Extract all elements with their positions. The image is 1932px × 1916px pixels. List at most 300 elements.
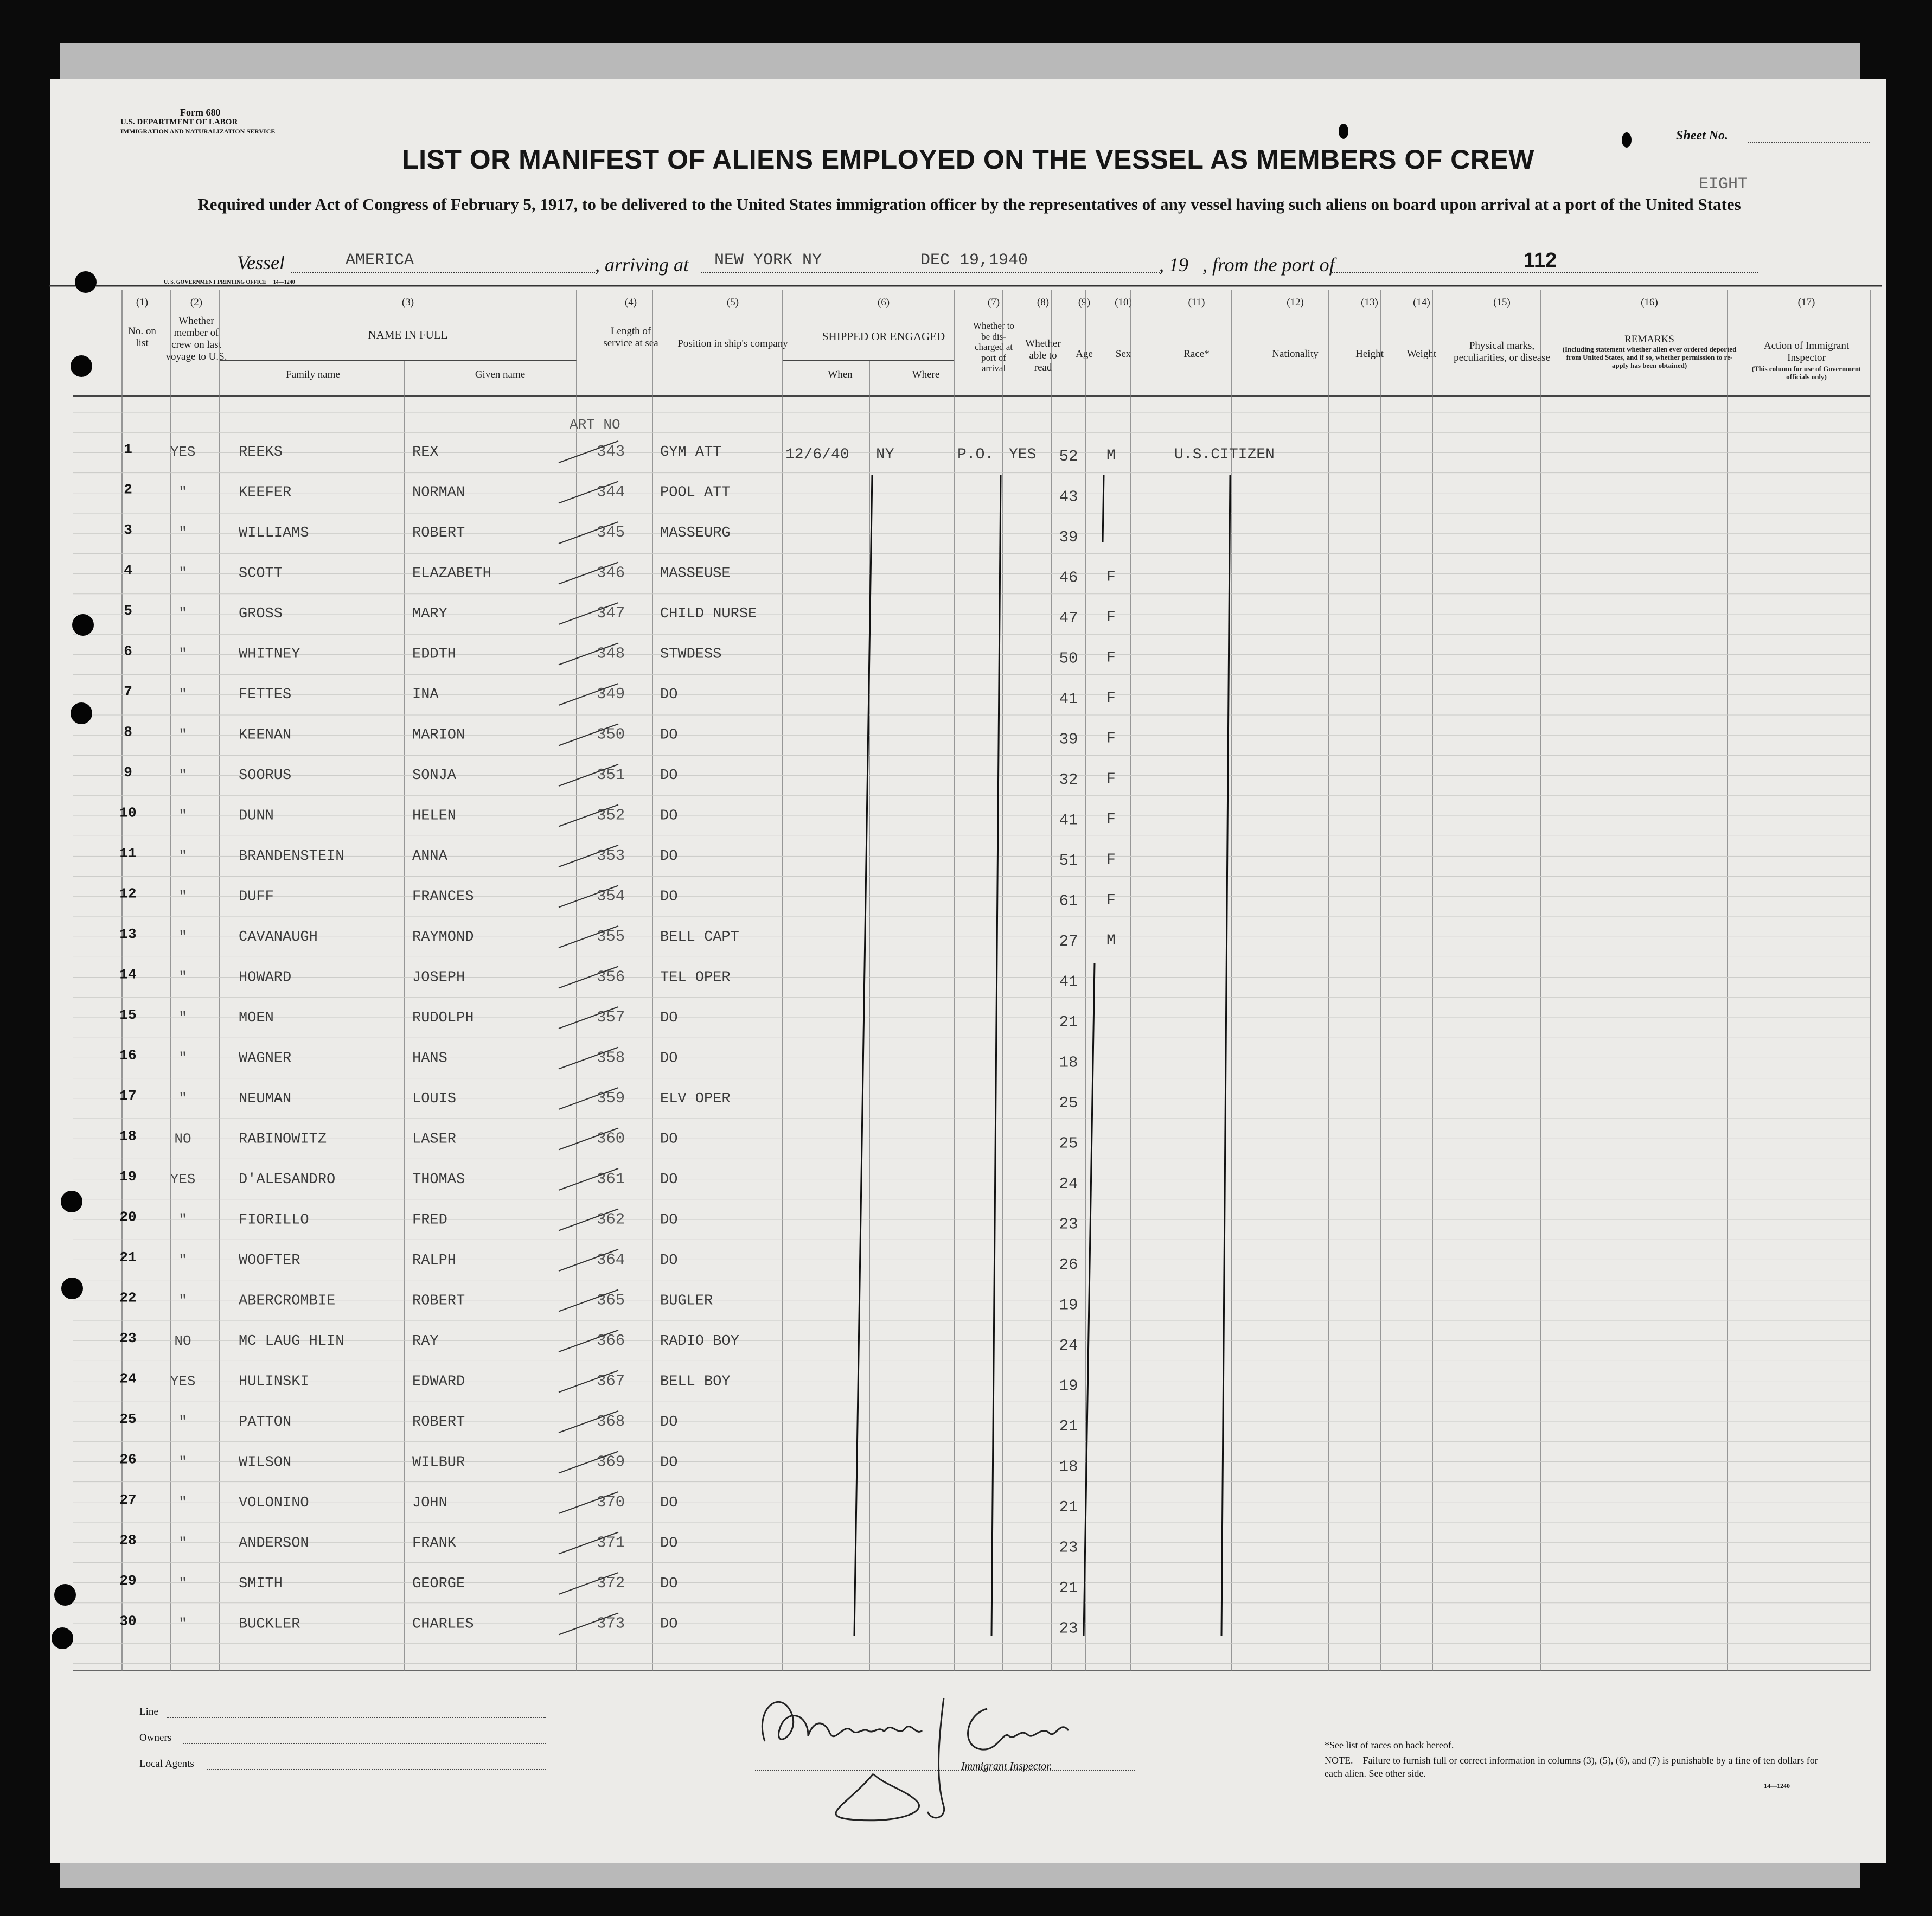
prev-voyage-cell: "	[178, 1575, 187, 1592]
service-cell: 351	[597, 766, 625, 784]
prev-voyage-cell: "	[178, 1090, 187, 1107]
service-label: IMMIGRATION AND NATURALIZATION SERVICE	[120, 127, 276, 135]
service-cell: 373	[597, 1614, 625, 1633]
family-name-cell: SOORUS	[239, 768, 292, 784]
given-name-cell: INA	[412, 687, 439, 703]
service-cell: 358	[597, 1049, 625, 1067]
given-name-cell: SONJA	[412, 768, 457, 784]
prev-voyage-cell: YES	[170, 1171, 196, 1187]
position-cell: DO	[660, 889, 678, 905]
sex-cell: F	[1106, 730, 1116, 748]
age-cell: 18	[1059, 1053, 1078, 1072]
given-name-cell: FRANCES	[412, 889, 474, 905]
service-cell: 356	[597, 968, 625, 986]
service-cell: 362	[597, 1210, 625, 1229]
row-number: 18	[119, 1128, 137, 1145]
col-16-label: REMARKS	[1624, 334, 1674, 345]
age-cell: 25	[1059, 1134, 1078, 1153]
family-name-cell: RABINOWITZ	[239, 1131, 327, 1148]
prev-voyage-cell: "	[178, 1454, 187, 1471]
given-name-cell: CHARLES	[412, 1616, 474, 1633]
age-cell: 50	[1059, 649, 1078, 668]
service-cell: 360	[597, 1129, 625, 1148]
service-cell: 367	[597, 1372, 625, 1390]
col-4-label: Length of service at sea	[603, 325, 658, 349]
given-name-cell: ROBERT	[412, 1414, 465, 1430]
position-cell: MASSEURG	[660, 525, 731, 541]
row-number: 4	[124, 562, 132, 579]
row-number: 14	[119, 966, 137, 983]
form-number: Form 680	[180, 107, 221, 118]
row-number: 22	[119, 1289, 137, 1306]
family-name-cell: HOWARD	[239, 969, 292, 986]
position-cell: DO	[660, 1212, 678, 1229]
service-cell: 369	[597, 1453, 625, 1471]
sheet-no-value: EIGHT	[1699, 175, 1748, 194]
department-label: U.S. DEPARTMENT OF LABOR	[120, 118, 238, 126]
punch-hole	[1339, 124, 1348, 139]
prev-voyage-cell: "	[178, 1615, 187, 1632]
prev-voyage-cell: "	[178, 1211, 187, 1228]
col-12-num: (12)	[1287, 297, 1304, 308]
family-name-cell: REEKS	[239, 444, 283, 461]
col-4-num: (4)	[624, 297, 637, 308]
position-cell: ELV OPER	[660, 1091, 731, 1107]
col-7-num: (7)	[987, 297, 1000, 308]
service-cell: 344	[597, 483, 625, 501]
prev-voyage-cell: "	[178, 888, 187, 905]
row-number: 25	[119, 1411, 137, 1427]
penalty-note: NOTE.—Failure to furnish full or correct information in columns (3), (5), (6), and (7) is punishable by a fine of ten dollars for each alien. See other side.	[1325, 1755, 1818, 1779]
age-cell: 24	[1059, 1175, 1078, 1193]
service-cell: 343	[597, 443, 625, 461]
service-cell: 371	[597, 1534, 625, 1552]
col-11-num: (11)	[1188, 297, 1205, 308]
row-number: 5	[124, 603, 132, 619]
col-12-label: Nationality	[1272, 348, 1319, 360]
family-name-cell: MOEN	[239, 1010, 274, 1026]
prev-voyage-cell: "	[178, 1414, 187, 1430]
prev-voyage-cell: "	[178, 1010, 187, 1026]
family-name-cell: BRANDENSTEIN	[239, 848, 344, 865]
row-number: 6	[124, 643, 132, 660]
line-label: Line	[139, 1706, 158, 1717]
col-14-label: Weight	[1406, 348, 1437, 360]
given-name-cell: ANNA	[412, 848, 447, 865]
age-cell: 32	[1059, 771, 1078, 789]
col-14-num: (14)	[1413, 297, 1430, 308]
row-number: 30	[119, 1613, 137, 1630]
age-cell: 52	[1059, 448, 1078, 465]
row-number: 19	[119, 1168, 137, 1185]
form-subtitle: Required under Act of Congress of February 5, 1917, to be delivered to the United States immigration officer by the representatives of any vessel having such aliens on board upon arrival at a port of the United States	[197, 195, 1741, 214]
position-cell: DO	[660, 1535, 678, 1552]
given-name-cell: RAY	[412, 1333, 439, 1350]
position-cell: DO	[660, 1131, 678, 1148]
given-name-cell: HANS	[412, 1050, 447, 1067]
service-cell: 346	[597, 564, 625, 582]
row-number: 9	[124, 764, 132, 781]
col-15-label: Physical marks, peculiarities, or disease	[1454, 340, 1550, 363]
given-name-cell: NORMAN	[412, 484, 465, 501]
service-cell: 357	[597, 1008, 625, 1026]
sex-cell: F	[1106, 609, 1116, 626]
service-cell: 359	[597, 1089, 625, 1107]
family-name-cell: WILLIAMS	[239, 525, 309, 541]
age-cell: 21	[1059, 1417, 1078, 1435]
form-title: LIST OR MANIFEST OF ALIENS EMPLOYED ON THE VESSEL AS MEMBERS OF CREW	[402, 144, 1534, 175]
footer-form-code: 14—1240	[1764, 1782, 1790, 1790]
service-cell: 353	[597, 847, 625, 865]
position-cell: DO	[660, 1576, 678, 1592]
service-cell: 355	[597, 928, 625, 946]
age-cell: 39	[1059, 730, 1078, 749]
service-cell: 370	[597, 1493, 625, 1511]
age-cell: 24	[1059, 1337, 1078, 1355]
prev-voyage-cell: "	[178, 807, 187, 824]
family-name-cell: D'ALESANDRO	[239, 1172, 336, 1188]
row-number: 21	[119, 1249, 137, 1266]
age-cell: 61	[1059, 892, 1078, 910]
service-cell: 347	[597, 604, 625, 622]
sex-cell: M	[1106, 933, 1116, 949]
prev-voyage-cell: "	[178, 605, 187, 622]
punch-hole	[52, 1627, 73, 1649]
shipped-when-cell: 12/6/40	[785, 446, 849, 463]
race-note: *See list of races on back hereof.	[1325, 1740, 1454, 1751]
position-cell: DO	[660, 1454, 678, 1471]
family-name-cell: MC LAUG HLIN	[239, 1333, 344, 1350]
position-cell: DO	[660, 1253, 678, 1269]
position-cell: TEL OPER	[660, 969, 731, 986]
family-name-cell: WILSON	[239, 1454, 292, 1471]
position-cell: BELL BOY	[660, 1374, 731, 1390]
family-name-header: Family name	[286, 369, 340, 380]
row-number: 2	[124, 481, 132, 498]
row-number: 24	[119, 1370, 137, 1387]
sex-cell: F	[1106, 649, 1116, 667]
prev-voyage-cell: "	[178, 848, 187, 864]
family-name-cell: ABERCROMBIE	[239, 1293, 336, 1310]
col-5-label: Position in ship's company	[677, 338, 788, 349]
family-name-cell: HULINSKI	[239, 1374, 309, 1390]
sex-cell: F	[1106, 811, 1116, 828]
position-cell: RADIO BOY	[660, 1333, 739, 1350]
prev-voyage-cell: "	[178, 565, 187, 582]
given-name-cell: EDDTH	[412, 646, 457, 663]
year-label: , 19	[1159, 254, 1188, 276]
given-name-header: Given name	[475, 369, 526, 380]
family-name-cell: FETTES	[239, 687, 292, 703]
col-15-num: (15)	[1493, 297, 1511, 308]
given-name-cell: FRED	[412, 1212, 447, 1229]
service-cell: 350	[597, 725, 625, 744]
given-name-cell: RUDOLPH	[412, 1010, 474, 1026]
family-name-cell: SMITH	[239, 1576, 283, 1592]
prev-voyage-cell: "	[178, 1535, 187, 1551]
service-cell: 354	[597, 887, 625, 905]
service-cell: 364	[597, 1251, 625, 1269]
family-name-cell: SCOTT	[239, 565, 283, 582]
age-cell: 21	[1059, 1579, 1078, 1597]
punch-hole	[71, 702, 92, 724]
family-name-cell: PATTON	[239, 1414, 292, 1430]
punch-hole	[61, 1278, 83, 1299]
given-name-cell: MARY	[412, 606, 447, 622]
given-name-cell: FRANK	[412, 1535, 457, 1552]
prev-voyage-cell: "	[178, 686, 187, 702]
given-name-cell: RAYMOND	[412, 929, 474, 946]
row-number: 7	[124, 684, 132, 700]
position-cell: DO	[660, 1172, 678, 1188]
service-cell: 349	[597, 685, 625, 703]
sex-cell: F	[1106, 569, 1116, 586]
sex-cell: F	[1106, 852, 1116, 868]
service-cell: 345	[597, 523, 625, 541]
age-cell: 21	[1059, 1498, 1078, 1516]
prev-voyage-cell: NO	[174, 1333, 191, 1349]
given-name-cell: GEORGE	[412, 1576, 465, 1592]
position-cell: DO	[660, 1414, 678, 1430]
col-8-label: Whether able to read	[1025, 338, 1061, 373]
position-cell: CHILD NURSE	[660, 606, 757, 622]
given-name-cell: THOMAS	[412, 1172, 465, 1188]
family-name-cell: DUFF	[239, 889, 274, 905]
family-name-cell: VOLONINO	[239, 1495, 309, 1511]
service-cell: 352	[597, 806, 625, 825]
family-name-cell: KEENAN	[239, 727, 292, 744]
punch-hole	[1622, 132, 1632, 148]
col-1-num: (1)	[136, 297, 149, 308]
service-cell: 348	[597, 644, 625, 663]
col-3-num: (3)	[401, 297, 414, 308]
col-10-num: (10)	[1115, 297, 1132, 308]
shipped-where-cell: NY	[876, 446, 894, 463]
punch-hole	[71, 355, 92, 377]
inspector-note: (This column for use of Government officials only)	[1751, 365, 1861, 381]
remarks-note: (Including statement whether alien ever ordered deported from United States, and if so, whether permission to re-apply has been obtained)	[1562, 345, 1737, 369]
position-cell: GYM ATT	[660, 444, 722, 461]
agents-label: Local Agents	[139, 1758, 194, 1770]
row-number: 13	[119, 926, 137, 942]
position-cell: BELL CAPT	[660, 929, 739, 946]
punch-hole	[75, 271, 97, 293]
service-cell: 361	[597, 1170, 625, 1188]
given-name-cell: MARION	[412, 727, 465, 744]
prev-voyage-cell: YES	[170, 1373, 196, 1390]
punch-hole	[61, 1191, 82, 1212]
position-cell: DO	[660, 768, 678, 784]
given-name-cell: RALPH	[412, 1253, 457, 1269]
age-cell: 51	[1059, 852, 1078, 870]
col-1-label: No. on list	[128, 325, 156, 349]
service-cell: 365	[597, 1291, 625, 1310]
col-5-num: (5)	[726, 297, 739, 308]
inspector-label: Immigrant Inspector.	[961, 1760, 1052, 1772]
position-cell: DO	[660, 848, 678, 865]
family-name-cell: BUCKLER	[239, 1616, 300, 1633]
age-cell: 41	[1059, 690, 1078, 708]
row-number: 10	[119, 804, 137, 821]
punch-hole	[72, 614, 94, 636]
col-2-num: (2)	[190, 297, 203, 308]
position-cell: BUGLER	[660, 1293, 713, 1310]
col-17-num: (17)	[1797, 297, 1815, 308]
sex-ditto-rule	[1103, 475, 1104, 542]
age-cell: 41	[1059, 811, 1078, 829]
sheet-no-label: Sheet No.	[1676, 129, 1728, 143]
prev-voyage-cell: "	[178, 1495, 187, 1511]
given-name-cell: ROBERT	[412, 525, 465, 541]
position-cell: DO	[660, 808, 678, 825]
given-name-cell: JOSEPH	[412, 969, 465, 986]
age-cell: 41	[1059, 973, 1078, 991]
family-name-cell: WAGNER	[239, 1050, 292, 1067]
col-6-label: SHIPPED OR ENGAGED	[822, 330, 945, 343]
where-header: Where	[912, 369, 940, 380]
age-cell: 18	[1059, 1458, 1078, 1476]
arrival-port: NEW YORK NY	[714, 251, 822, 270]
position-cell: DO	[660, 1616, 678, 1633]
prev-voyage-cell: NO	[174, 1131, 191, 1147]
col-17-label: Action of Immigrant Inspector	[1763, 340, 1850, 363]
age-cell: 26	[1059, 1256, 1078, 1274]
position-cell: STWDESS	[660, 646, 722, 663]
prev-voyage-cell: "	[178, 646, 187, 662]
family-name-cell: GROSS	[239, 606, 283, 622]
given-name-cell: LOUIS	[412, 1091, 457, 1107]
prev-voyage-cell: "	[178, 525, 187, 541]
prev-voyage-cell: "	[178, 929, 187, 945]
service-cell: 366	[597, 1332, 625, 1350]
row-number: 28	[119, 1532, 137, 1549]
row-number: 29	[119, 1573, 137, 1589]
position-cell: MASSEUSE	[660, 565, 731, 582]
family-name-cell: CAVANAUGH	[239, 929, 318, 946]
punch-hole	[54, 1584, 76, 1606]
family-name-cell: WOOFTER	[239, 1253, 300, 1269]
col-7-label: Whether to be dis-charged at port of arrival	[973, 321, 1014, 374]
family-name-cell: KEEFER	[239, 484, 292, 501]
given-name-cell: EDWARD	[412, 1374, 465, 1390]
position-cell: DO	[660, 727, 678, 744]
age-cell: 25	[1059, 1094, 1078, 1112]
family-name-cell: FIORILLO	[239, 1212, 309, 1229]
age-cell: 19	[1059, 1296, 1078, 1314]
col-13-num: (13)	[1361, 297, 1378, 308]
owners-label: Owners	[139, 1732, 172, 1743]
sex-cell: F	[1106, 892, 1116, 909]
nationality-cell: U.S.CITIZEN	[1174, 446, 1275, 463]
sex-cell: M	[1106, 448, 1116, 464]
row-number: 27	[119, 1492, 137, 1508]
vessel-name: AMERICA	[346, 251, 414, 270]
sex-cell: F	[1106, 771, 1116, 788]
page-number: 112	[1524, 249, 1557, 272]
col-2-label: Whether member of crew on last voyage to U.S.	[165, 315, 227, 362]
family-name-cell: NEUMAN	[239, 1091, 292, 1107]
service-cell: 368	[597, 1413, 625, 1430]
sex-cell: F	[1106, 690, 1116, 707]
col-16-num: (16)	[1641, 297, 1658, 308]
row-number: 26	[119, 1451, 137, 1468]
prev-voyage-cell: "	[178, 1292, 187, 1309]
family-name-cell: ANDERSON	[239, 1535, 309, 1552]
row-number: 1	[124, 441, 132, 457]
row-number: 8	[124, 724, 132, 740]
arrival-date: DEC 19,1940	[920, 251, 1028, 270]
family-name-cell: DUNN	[239, 808, 274, 825]
age-cell: 47	[1059, 609, 1078, 627]
position-cell: DO	[660, 1050, 678, 1067]
age-cell: 23	[1059, 1538, 1078, 1557]
age-cell: 19	[1059, 1377, 1078, 1395]
position-cell: DO	[660, 1495, 678, 1511]
printer-line: U. S. GOVERNMENT PRINTING OFFICE 14—1240	[164, 279, 295, 285]
discharged-cell: P.O.	[957, 446, 994, 463]
row-number: 12	[119, 885, 137, 902]
vessel-label: Vessel	[237, 252, 285, 273]
age-cell: 27	[1059, 933, 1078, 950]
prev-voyage-cell: "	[178, 969, 187, 986]
given-name-cell: LASER	[412, 1131, 457, 1148]
able-to-read-cell: YES	[1009, 446, 1037, 463]
position-cell: DO	[660, 687, 678, 703]
arriving-label: , arriving at	[595, 254, 689, 276]
position-cell: DO	[660, 1010, 678, 1026]
when-header: When	[828, 369, 853, 380]
art-no-label: ART NO	[570, 417, 620, 433]
prev-voyage-cell: YES	[170, 444, 196, 460]
col-8-num: (8)	[1037, 297, 1050, 308]
prev-voyage-cell: "	[178, 1050, 187, 1066]
age-cell: 21	[1059, 1013, 1078, 1031]
col-11-label: Race*	[1183, 348, 1210, 360]
age-cell: 43	[1059, 488, 1078, 506]
col-6-num: (6)	[877, 297, 890, 308]
row-number: 17	[119, 1088, 137, 1104]
given-name-cell: ROBERT	[412, 1293, 465, 1310]
prev-voyage-cell: "	[178, 726, 187, 743]
row-number: 3	[124, 522, 132, 538]
row-number: 16	[119, 1047, 137, 1064]
given-name-cell: REX	[412, 444, 439, 461]
given-name-cell: JOHN	[412, 1495, 447, 1511]
family-name-cell: WHITNEY	[239, 646, 300, 663]
given-name-cell: ELAZABETH	[412, 565, 491, 582]
col-13-label: Height	[1355, 348, 1384, 360]
col-9-num: (9)	[1078, 297, 1091, 308]
given-name-cell: WILBUR	[412, 1454, 465, 1471]
row-number: 23	[119, 1330, 137, 1346]
col-9-label: Age	[1076, 348, 1093, 360]
row-number: 11	[119, 845, 137, 861]
given-name-cell: HELEN	[412, 808, 457, 825]
col-3-label: NAME IN FULL	[368, 328, 448, 341]
age-cell: 39	[1059, 528, 1078, 546]
col-10-label: Sex	[1115, 348, 1131, 360]
position-cell: POOL ATT	[660, 484, 731, 501]
age-cell: 46	[1059, 569, 1078, 587]
age-cell: 23	[1059, 1215, 1078, 1234]
age-cell: 23	[1059, 1619, 1078, 1638]
prev-voyage-cell: "	[178, 767, 187, 783]
row-number: 15	[119, 1007, 137, 1023]
row-number: 20	[119, 1209, 137, 1225]
prev-voyage-cell: "	[178, 484, 187, 501]
prev-voyage-cell: "	[178, 1252, 187, 1268]
service-cell: 372	[597, 1574, 625, 1592]
